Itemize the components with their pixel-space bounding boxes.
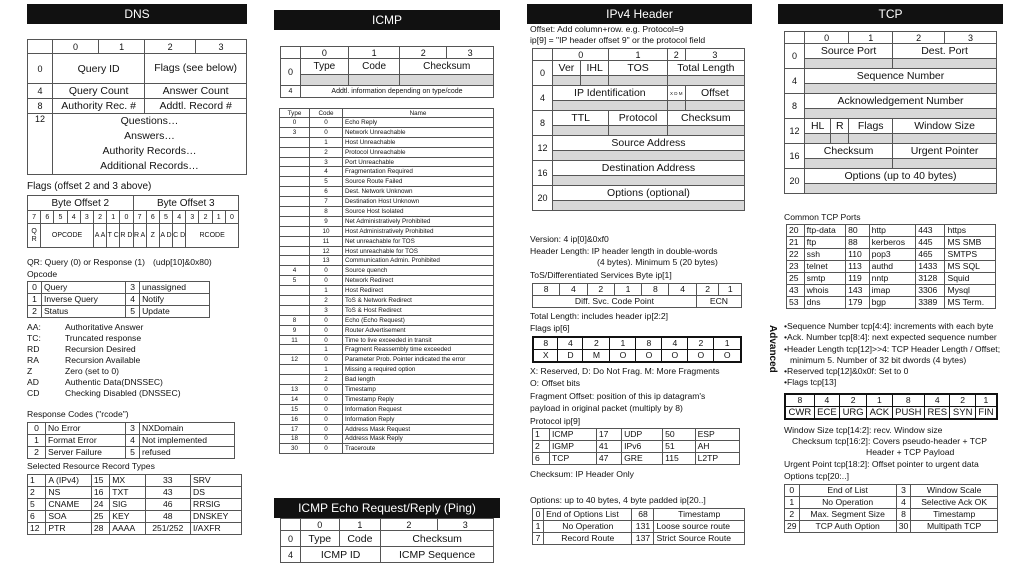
icmp-title: ICMP <box>274 10 500 30</box>
tcp-panel <box>767 4 1003 531</box>
type-field: Type <box>301 59 349 75</box>
icmp-type-row: 3 ToS & Host Redirect <box>280 305 494 315</box>
tcp-port-row: 53 dns 179 bgp 3389 MS Term. <box>787 297 996 309</box>
dns-header-table <box>27 39 247 175</box>
tcp-port-row: 23 telnet 113 authd 1433 MS SQL <box>787 261 996 273</box>
offset-note: Offset: Add column+row. e.g. Protocol=9 <box>530 24 684 34</box>
icmp-echo-title: ICMP Echo Request/Reply (Ping) <box>274 498 500 518</box>
icmp-type-row: 1 Host Unreachable <box>280 137 494 147</box>
icmp-type-row: 3 Port Unreachable <box>280 157 494 167</box>
col-num: 0 <box>53 40 99 54</box>
tos-title: ToS/Differentiated Services Byte ip[1] <box>530 270 672 280</box>
flags-legend: X: Reserved, D: Do Not Frag. M: More Fragments <box>530 366 720 376</box>
addtl-info-field: Addtl. information depending on type/code <box>301 86 494 98</box>
tcp-checksum-note-2: Header + TCP Payload <box>866 447 955 457</box>
icmp-type-row: 12 0 Parameter Prob. Pointer indicated the error <box>280 355 494 365</box>
icmp-type-row: 1 Fragment Reassembly time exceeded <box>280 345 494 355</box>
opcode-title: Opcode <box>27 269 58 279</box>
byte-offset-3: Byte Offset 3 <box>133 196 239 211</box>
advanced-label: Advanced <box>767 325 778 373</box>
icmp-id-field: ICMP ID <box>301 547 381 563</box>
dns-flags-title: Flags (offset 2 and 3 above) <box>27 181 152 192</box>
flags-field: Flags (see below) <box>145 54 247 84</box>
window-note: Window Size tcp[14:2]: recv. Window size <box>784 425 943 435</box>
dns-col-header <box>28 40 247 54</box>
checksum-field: Checksum <box>400 59 494 75</box>
ra-bit: R A <box>133 224 146 248</box>
icmp-panel <box>274 10 500 561</box>
ip-options-title: Options: up to 40 bytes, 4 byte padded ip[20..] <box>530 495 706 505</box>
tcp-port-row: 21 ftp 88 kerberos 445 MS SMB <box>787 237 996 249</box>
icmp-type-table: Type Code Name 0 0 Echo Reply 3 0 Network Unreachable 1 Host Unreachable 2 Protocol Unreachable 3 Port Unreachable 4 Fragmentation Required 5 Source Route Failed 6 Dest. Network Unknown 7 Destination Host Unknown 8 Source Host Isolated 9 Net Administratively Prohibited 10 Host Administratively Prohibited 11 Net unreachable for TOS 12 Host unreachable for TOS 13 Communication Admin. Prohibited 4 0 Source quench 5 0 Network Redirect 1 Host Redirect 2 ToS & Network Redirect 3 ToS & Host Redirect 8 0 Echo (Echo Request) 9 0 Router Advertisement 11 0 Time to live exceeded in transit 1 Fragment Reassembly time exceeded 12 0 Parameter Prob. Pointer indicated the error 1 Missing a required option 2 Bad length 13 0 Timestamp 14 0 Timestamp Reply 15 0 Information Request 16 0 Information Reply 17 0 Address Mask Request 18 0 Address Mask Reply 30 0 Traceroute <box>279 108 494 454</box>
icmp-sequence-field: ICMP Sequence <box>381 547 494 563</box>
tcp-ports-title: Common TCP Ports <box>784 212 861 222</box>
tc-bit: T C <box>107 224 120 248</box>
frag-note: Fragment Offset: position of this ip datagram's <box>530 391 706 401</box>
dns-row-4 <box>28 84 247 99</box>
tcp-port-row: 22 ssh 110 pop3 465 SMTPS <box>787 249 996 261</box>
version-note: Version: 4 ip[0]&0xf0 <box>530 234 609 244</box>
authority-rec-field: Authority Rec. # <box>53 99 145 114</box>
tcp-options-table: 0 End of List 3 Window Scale 1 No Operation 4 Selective Ack OK 2 Max. Segment Size 8 Timestamp 29 TCP Auth Option 30 Multipath TCP <box>784 484 998 533</box>
tcp-port-row: 20 ftp-data 80 http 443 https <box>787 225 996 237</box>
questions-label: Questions… <box>120 115 179 127</box>
dns-title: DNS <box>27 4 247 24</box>
addtl-record-field: Addtl. Record # <box>145 99 247 114</box>
tcp-port-row: 25 smtp 119 nntp 3128 Squid <box>787 273 996 285</box>
icmp-type-row: 30 0 Traceroute <box>280 444 494 454</box>
icmp-type-row: 8 Source Host Isolated <box>280 207 494 217</box>
ipv4-header-table: 0 1 2 3 0 Ver IHL TOS Total Length 4 IP Identification X D M Offset 8 TTL Protocol Checksum 12 Source Address 16 Destination Address 20 Options (optional) <box>532 48 745 211</box>
icmp-type-row: 12 Host unreachable for TOS <box>280 246 494 256</box>
hlen-note-2: (4 bytes). Minimum 5 (20 bytes) <box>597 257 718 267</box>
tcp-flags-table: 8 4 2 1 8 4 2 1 CWR ECE URG ACK PUSH RES SYN FIN <box>784 393 998 420</box>
cd-bit: C D <box>173 224 186 248</box>
icmp-type-row: 8 0 Echo (Echo Request) <box>280 315 494 325</box>
tos-table: 8 4 2 1 8 4 2 1 Diff. Svc. Code Point ECN <box>532 283 742 308</box>
icmp-type-row: 4 Fragmentation Required <box>280 167 494 177</box>
icmp-type-row: 9 Net Administratively Prohibited <box>280 216 494 226</box>
icmp-type-row: 2 Protocol Unreachable <box>280 147 494 157</box>
icmp-type-row: 5 0 Network Redirect <box>280 276 494 286</box>
dns-panel <box>27 4 247 533</box>
icmp-type-row: 17 0 Address Mask Request <box>280 424 494 434</box>
aa-bit: A A <box>93 224 106 248</box>
icmp-type-row: 7 Destination Host Unknown <box>280 197 494 207</box>
urgent-note: Urgent Point tcp[18:2]: Offset pointer to urgent data <box>784 459 979 469</box>
icmp-type-row: 9 0 Router Advertisement <box>280 325 494 335</box>
opcode-bits: OPCODE <box>41 224 94 248</box>
ip-flags-table: 8 4 2 1 8 4 2 1 X D M O O O O O <box>532 336 742 363</box>
icmp-type-row: 4 0 Source quench <box>280 266 494 276</box>
col-num: 3 <box>196 40 247 54</box>
dns-row-0 <box>28 54 247 84</box>
icmp-type-row: 13 Communication Admin. Prohibited <box>280 256 494 266</box>
ipv4-title: IPv4 Header <box>527 4 752 24</box>
icmp-type-row: 14 0 Timestamp Reply <box>280 394 494 404</box>
icmp-echo-table: 0 1 2 3 0 Type Code Checksum 4 ICMP ID ICMP Sequence <box>280 518 494 563</box>
rd-bit: R D <box>120 224 133 248</box>
icmp-type-row: 13 0 Timestamp <box>280 385 494 395</box>
row-offset: 8 <box>28 99 53 114</box>
flag-definitions: AA: Authoritative Answer TC: Truncated response RD Recursion Desired RA Recursion Available Z Zero (set to 0) AD Authentic Data(DNSSEC) CD Checking Disabled (DNSSEC) <box>27 322 181 398</box>
icmp-type-row: 15 0 Information Request <box>280 404 494 414</box>
icmp-type-row: 11 Net unreachable for TOS <box>280 236 494 246</box>
tcp-port-row: 43 whois 143 imap 3306 Mysql <box>787 285 996 297</box>
query-count-field: Query Count <box>53 84 145 99</box>
dns-row-8 <box>28 99 247 114</box>
icmp-type-row: 18 0 Address Mask Reply <box>280 434 494 444</box>
flags-legend-2: O: Offset bits <box>530 378 580 388</box>
icmp-header-table: 0 1 2 3 0 Type Code Checksum 4 Addtl. information depending on type/code <box>280 46 494 98</box>
protocol-table: 1 ICMP 17 UDP 50 ESP 2 IGMP 41 IPv6 51 AH 6 TCP 47 GRE 115 L2TP <box>532 428 740 465</box>
icmp-type-row: 1 Missing a required option <box>280 365 494 375</box>
ip-options-table: 0 End of Options List 68 Timestamp 1 No Operation 131 Loose source route 7 Record Route 137 Strict Source Route <box>532 508 745 545</box>
byte-offset-2: Byte Offset 2 <box>28 196 134 211</box>
row-offset: 4 <box>28 84 53 99</box>
tcp-options-title: Options tcp[20:..] <box>784 471 849 481</box>
dns-row-12 <box>28 114 247 175</box>
code-field: Code <box>348 59 400 75</box>
opcode-table: 0 Query 3 unassigned 1 Inverse Query 4 Notify 2 Status 5 Update <box>27 281 210 318</box>
rcode-title: Response Codes ("rcode") <box>27 409 129 419</box>
query-id-field: Query ID <box>53 54 145 84</box>
rcode-table: 0 No Error 3 NXDomain 1 Format Error 4 Not implemented 2 Server Failure 5 refused <box>27 422 235 459</box>
qr-line: QR: Query (0) or Response (1) (udp[10]&0x80) <box>27 257 212 267</box>
icmp-type-row: 2 Bad length <box>280 375 494 385</box>
rcode-bits: RCODE <box>186 224 239 248</box>
col-num: 2 <box>145 40 196 54</box>
row-offset: 0 <box>28 54 53 84</box>
tcp-ports-table <box>786 224 996 309</box>
ad-bit: A D <box>159 224 172 248</box>
icmp-type-row: 3 0 Network Unreachable <box>280 127 494 137</box>
additional-records-label: Additional Records… <box>100 160 199 172</box>
rr-title: Selected Resource Record Types <box>27 461 155 471</box>
hlen-note: Header Length: IP header length in double-words <box>530 246 718 256</box>
frag-note-2: payload in original packet (multiply by 8) <box>530 403 683 413</box>
icmp-type-row: 10 Host Administratively Prohibited <box>280 226 494 236</box>
tcp-header-table: 0 1 2 3 0 Source Port Dest. Port 4 Sequence Number 8 Acknowledgement Number 12 HL R Flags Window Size 16 Checksum Urgent Pointer 20 Options (up to 40 bytes) <box>784 31 997 194</box>
tcp-checksum-note: Checksum tcp[16:2]: Covers pseudo-header + TCP <box>792 436 987 446</box>
answers-label: Answers… <box>124 130 175 142</box>
icmp-type-row: 5 Source Route Failed <box>280 177 494 187</box>
flag-fields <box>28 224 239 248</box>
records-field <box>53 114 247 175</box>
icmp-type-row: 0 0 Echo Reply <box>280 118 494 128</box>
tcp-notes: •Sequence Number tcp[4:4]: increments with each byte •Ack. Number tcp[8:4]: next expected sequence number •Header Length tcp[12]>>4: TCP Header Length / Offset; minimum 5. Number of 32 bit dwords (4 bytes) •Reserved tcp[12]&0x0f: Set to 0 •Flags tcp[13] <box>784 321 1001 388</box>
answer-count-field: Answer Count <box>145 84 247 99</box>
icmp-type-row: 11 0 Time to live exceeded in transit <box>280 335 494 345</box>
row-offset: 12 <box>28 114 53 175</box>
qr-bit: Q R <box>28 224 41 248</box>
total-length-note: Total Length: includes header ip[2:2] <box>530 311 669 321</box>
checksum-note: Checksum: IP Header Only <box>530 469 634 479</box>
bit-numbers: 7 6 5 4 3 2 1 0 7 6 5 4 3 2 1 0 <box>28 211 239 224</box>
ipv4-panel <box>527 4 752 543</box>
offset-example: ip[9] = "IP header offset 9" or the protocol field <box>530 35 706 45</box>
dns-flags-table <box>27 195 239 248</box>
icmp-type-row: 1 Host Redirect <box>280 286 494 296</box>
tcp-title: TCP <box>778 4 1003 24</box>
icmp-type-row: 6 Dest. Network Unknown <box>280 187 494 197</box>
protocol-title: Protocol ip[9] <box>530 416 581 426</box>
authority-records-label: Authority Records… <box>102 145 197 157</box>
z-bit: Z <box>146 224 159 248</box>
col-num: 1 <box>99 40 145 54</box>
ip-flags-title: Flags ip[6] <box>530 323 570 333</box>
icmp-type-row: 16 0 Information Reply <box>280 414 494 424</box>
rr-table: 1 A (IPv4) 15 MX 33 SRV 2 NS 16 TXT 43 DS 5 CNAME 24 SIG 46 RRSIG 6 SOA 25 KEY 48 DNSKEY 12 PTR 28 AAAA 251/252 I/AXFR <box>27 474 242 535</box>
icmp-type-row: 2 ToS & Network Redirect <box>280 296 494 306</box>
